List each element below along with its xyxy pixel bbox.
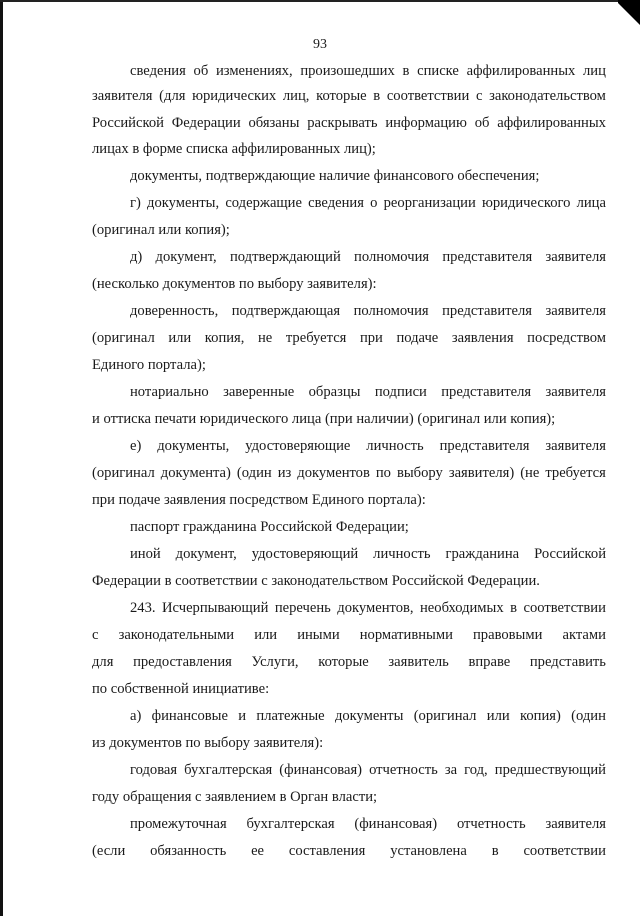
- word: соответствии: [386, 88, 470, 104]
- word: реорганизации: [383, 195, 476, 211]
- word: г): [130, 195, 141, 211]
- word: нотариально: [130, 384, 209, 400]
- word: заявителя: [545, 816, 606, 832]
- word: раскрывать: [307, 115, 378, 131]
- word: бухгалтерская: [246, 816, 335, 832]
- word: выбору: [396, 465, 443, 481]
- line-text: документы, подтверждающие наличие финансового обеспечения;: [130, 168, 540, 184]
- word: содержащие: [225, 195, 302, 211]
- word: требуется: [285, 330, 347, 346]
- word: правовыми: [472, 627, 543, 643]
- word: в: [510, 600, 518, 616]
- word: удостоверяющий: [251, 546, 359, 562]
- word: аффилированных: [497, 115, 606, 131]
- word: соответствии: [523, 843, 606, 859]
- word: Федерации: [171, 115, 241, 131]
- word: подаче: [396, 330, 439, 346]
- word: документ,: [175, 546, 237, 562]
- word: гражданина: [445, 546, 520, 562]
- word: финансовые: [151, 708, 228, 724]
- word: обязаны: [248, 115, 300, 131]
- text-line: [92, 541, 606, 567]
- word: годовая: [130, 762, 178, 778]
- word: (оригинал: [92, 465, 155, 481]
- word: юридических: [192, 88, 277, 104]
- word: списке: [417, 63, 459, 79]
- word: Российской: [92, 115, 164, 131]
- line-text: (оригинал или копия);: [92, 222, 230, 238]
- word: заявитель: [388, 654, 449, 670]
- text-line: [92, 271, 606, 297]
- word: произошедших: [300, 63, 395, 79]
- word: (не: [520, 465, 540, 481]
- word: которые: [316, 88, 367, 104]
- word: лиц: [583, 63, 606, 79]
- word: Исчерпывающий: [162, 600, 269, 616]
- word: посредством: [527, 330, 606, 346]
- word: доверенность,: [130, 303, 219, 319]
- word: документы: [334, 708, 404, 724]
- word: личность: [366, 438, 424, 454]
- word: (финансовая): [354, 816, 438, 832]
- word: аффилированных: [466, 63, 576, 79]
- text-line: [92, 622, 606, 648]
- word: перечень: [274, 600, 331, 616]
- text-line: [92, 325, 606, 351]
- word: подтверждающий: [229, 249, 341, 265]
- word: предшествующий: [494, 762, 606, 778]
- line-text: по собственной инициативе:: [92, 681, 270, 697]
- word: вправе: [468, 654, 511, 670]
- word: представителя: [439, 438, 530, 454]
- line-text: Единого портала);: [92, 357, 206, 373]
- word: установлена: [390, 843, 467, 859]
- text-line: [92, 244, 606, 270]
- word: не: [258, 330, 273, 346]
- text-line: [92, 433, 606, 459]
- word: в: [373, 88, 381, 104]
- word: обязанность: [150, 843, 227, 859]
- text-line: [92, 110, 606, 136]
- word: документа): [160, 465, 231, 481]
- word: с: [92, 627, 99, 643]
- word: актами: [562, 627, 606, 643]
- line-text: лицах в форме списка аффилированных лиц);: [92, 141, 376, 157]
- word: (оригинал: [413, 708, 477, 724]
- text-line: [92, 703, 606, 729]
- word: юридического: [481, 195, 571, 211]
- line-text: из документов по выбору заявителя):: [92, 735, 324, 751]
- text-line: [92, 190, 606, 216]
- word: (если: [92, 843, 126, 859]
- scan-edge-top: [0, 0, 640, 2]
- word: составления: [288, 843, 366, 859]
- word: предоставления: [133, 654, 232, 670]
- text-line: [92, 568, 606, 594]
- word: об: [474, 115, 490, 131]
- word: образцы: [308, 384, 361, 400]
- word: отчетность: [369, 762, 438, 778]
- word: лиц,: [282, 88, 310, 104]
- word: копия): [519, 708, 561, 724]
- word: заявителя: [92, 88, 153, 104]
- word: которые: [318, 654, 369, 670]
- word: с: [475, 88, 483, 104]
- word: об: [193, 63, 209, 79]
- word: изменениях,: [215, 63, 293, 79]
- word: подписи: [374, 384, 427, 400]
- word: промежуточная: [130, 816, 227, 832]
- word: законодательством: [489, 88, 606, 104]
- line-text: Федерации в соответствии с законодательством Российской Федерации.: [92, 573, 540, 589]
- text-line: [92, 298, 606, 324]
- line-text: при подаче заявления посредством Единого портала):: [92, 492, 426, 508]
- word: заявления: [451, 330, 514, 346]
- word: а): [130, 708, 142, 724]
- word: представителя: [442, 303, 532, 319]
- text-line: [92, 136, 606, 162]
- text-line: [92, 784, 606, 810]
- word: заявителя: [545, 249, 606, 265]
- text-line: [92, 811, 606, 837]
- word: или: [168, 330, 192, 346]
- text-line: [92, 649, 606, 675]
- word: личность: [373, 546, 431, 562]
- word: полномочия: [353, 303, 429, 319]
- word: в: [402, 63, 410, 79]
- line-text: и оттиска печати юридического лица (при наличии) (оригинал или копия);: [92, 411, 556, 427]
- text-line: [92, 730, 606, 756]
- word: по: [375, 465, 391, 481]
- text-line: [92, 757, 606, 783]
- word: документов,: [337, 600, 414, 616]
- word: копия,: [204, 330, 245, 346]
- word: е): [130, 438, 142, 454]
- text-line: [92, 838, 606, 864]
- word: за: [444, 762, 458, 778]
- word: (финансовая): [279, 762, 363, 778]
- text-line: [92, 217, 606, 243]
- word: в: [491, 843, 499, 859]
- text-line: [92, 352, 606, 378]
- word: документы,: [147, 195, 220, 211]
- word: и: [238, 708, 247, 724]
- word: Российской: [534, 546, 606, 562]
- word: соответствии: [523, 600, 606, 616]
- text-line: [92, 676, 606, 702]
- word: заявителя: [545, 303, 606, 319]
- word: законодательными: [118, 627, 235, 643]
- text-line: [92, 163, 606, 189]
- word: требуется: [545, 465, 606, 481]
- word: представить: [529, 654, 606, 670]
- word: документов: [297, 465, 370, 481]
- text-line: [92, 460, 606, 486]
- text-line: [92, 514, 606, 540]
- word: сведения: [308, 195, 364, 211]
- word: о: [370, 195, 378, 211]
- word: при: [359, 330, 383, 346]
- word: заявителя: [545, 384, 606, 400]
- word: лица: [576, 195, 606, 211]
- word: подтверждающая: [231, 303, 341, 319]
- word: д): [130, 249, 143, 265]
- text-line: [92, 58, 606, 84]
- word: Услуги,: [251, 654, 299, 670]
- word: необходимых: [420, 600, 504, 616]
- word: бухгалтерская: [184, 762, 273, 778]
- word: (для: [159, 88, 186, 104]
- word: 243.: [130, 600, 156, 616]
- scan-edge-left: [0, 0, 3, 916]
- word: иной: [130, 546, 161, 562]
- word: или: [486, 708, 510, 724]
- word: заверенные: [223, 384, 295, 400]
- word: документ,: [155, 249, 217, 265]
- word: или: [254, 627, 278, 643]
- text-line: [92, 595, 606, 621]
- word: иными: [297, 627, 340, 643]
- line-text: году обращения с заявлением в Орган власти;: [92, 789, 378, 805]
- word: заявителя: [545, 438, 606, 454]
- word: (один: [571, 708, 606, 724]
- word: информацию: [385, 115, 467, 131]
- text-line: [92, 487, 606, 513]
- line-text: паспорт гражданина Российской Федерации;: [130, 519, 409, 535]
- word: представителя: [441, 384, 532, 400]
- text-line: [92, 406, 606, 432]
- text-line: [92, 83, 606, 109]
- word: удостоверяющие: [245, 438, 351, 454]
- word: для: [92, 654, 114, 670]
- word: заявителя): [448, 465, 515, 481]
- word: из: [277, 465, 292, 481]
- word: ее: [251, 843, 265, 859]
- word: год,: [464, 762, 488, 778]
- page-number: 93: [313, 37, 327, 52]
- word: (один: [236, 465, 272, 481]
- word: отчетность: [456, 816, 526, 832]
- word: (оригинал: [92, 330, 155, 346]
- word: документы,: [157, 438, 230, 454]
- text-line: [92, 379, 606, 405]
- word: полномочия: [354, 249, 430, 265]
- word: нормативными: [359, 627, 453, 643]
- word: платежные: [256, 708, 325, 724]
- line-text: (несколько документов по выбору заявителя):: [92, 276, 377, 292]
- word: представителя: [442, 249, 533, 265]
- word: сведения: [130, 63, 186, 79]
